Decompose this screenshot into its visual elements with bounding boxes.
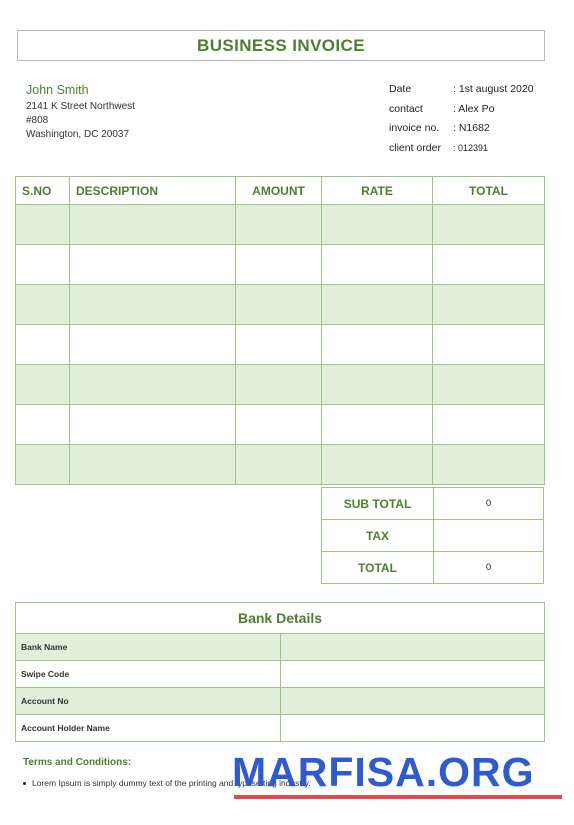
meta-label: Date [389,83,412,95]
tax-label: TAX [322,520,434,552]
subtotal-row [322,488,544,520]
table-cell[interactable] [16,405,70,445]
column-header-amount: AMOUNT [236,177,322,205]
bank-field-value[interactable] [280,715,545,742]
table-cell[interactable] [433,405,545,445]
table-cell[interactable] [433,245,545,285]
table-cell[interactable] [16,325,70,365]
table-row [16,245,545,285]
table-row [16,325,545,365]
bank-row-account-no [16,688,545,715]
tax-value[interactable] [434,520,544,552]
bank-field-label: Account No [16,688,281,715]
table-cell[interactable] [70,285,236,325]
table-cell[interactable] [433,205,545,245]
bank-field-label: Bank Name [16,634,281,661]
column-header-sno: S.NO [16,177,70,205]
bank-field-value[interactable] [280,634,545,661]
meta-value: : Alex Po [453,102,495,115]
subtotal-value[interactable]: 0 [434,488,544,520]
table-cell[interactable] [322,205,433,245]
table-cell[interactable] [322,405,433,445]
subtotal-label: SUB TOTAL [322,488,434,520]
table-row [16,285,545,325]
bank-field-label: Account Holder Name [16,715,281,742]
sender-address-line: 2141 K Street Northwest [26,101,135,112]
bullet-icon [23,782,26,785]
total-value[interactable]: 0 [434,552,544,584]
meta-label: client order [389,141,441,154]
column-header-total: TOTAL [433,177,545,205]
table-cell[interactable] [70,405,236,445]
bank-row-account-holder [16,715,545,742]
meta-label: contact [389,102,423,115]
terms-title: Terms and Conditions: [23,757,132,768]
table-row [16,405,545,445]
bank-details-title: Bank Details [16,603,545,634]
table-row [16,445,545,485]
bank-field-value[interactable] [280,688,545,715]
meta-value: : 1st august 2020 [453,83,534,95]
column-header-rate: RATE [322,177,433,205]
watermark-logo: MARFISA.ORG [232,749,535,795]
meta-value: : N1682 [453,122,490,134]
table-cell[interactable] [236,365,322,405]
line-items-header [16,177,545,205]
line-items-table [15,176,545,485]
table-row [16,205,545,245]
table-cell[interactable] [70,445,236,485]
table-cell[interactable] [322,445,433,485]
table-cell[interactable] [70,365,236,405]
bank-field-value[interactable] [280,661,545,688]
terms-item-text: Lorem Ipsum is simply dummy text of the printing and typesetting industry. [32,778,311,788]
sender-address-line: #808 [26,115,49,126]
total-label: TOTAL [322,552,434,584]
table-cell[interactable] [433,325,545,365]
bank-row-swipe-code [16,661,545,688]
table-cell[interactable] [236,245,322,285]
watermark-underline [234,795,562,799]
table-cell[interactable] [236,445,322,485]
total-row [322,552,544,584]
table-cell[interactable] [236,205,322,245]
table-cell[interactable] [322,285,433,325]
table-cell[interactable] [236,285,322,325]
table-row [16,365,545,405]
table-cell[interactable] [16,285,70,325]
table-cell[interactable] [70,205,236,245]
table-cell[interactable] [16,365,70,405]
table-cell[interactable] [16,245,70,285]
table-cell[interactable] [322,325,433,365]
meta-value: : 012391 [453,142,489,153]
sender-address-line: Washington, DC 20037 [26,129,130,140]
table-cell[interactable] [433,285,545,325]
tax-row [322,520,544,552]
bank-field-label: Swipe Code [16,661,281,688]
table-cell[interactable] [236,325,322,365]
table-cell[interactable] [16,445,70,485]
table-cell[interactable] [322,245,433,285]
meta-label: invoice no. [389,122,440,134]
sender-name: John Smith [26,83,89,97]
table-cell[interactable] [322,365,433,405]
column-header-description: DESCRIPTION [70,177,236,205]
table-cell[interactable] [16,205,70,245]
bank-details-table [15,602,545,742]
totals-table [321,487,544,584]
table-cell[interactable] [433,445,545,485]
bank-row-bank-name [16,634,545,661]
table-cell[interactable] [70,245,236,285]
invoice-title-box [17,30,545,61]
table-cell[interactable] [70,325,236,365]
table-cell[interactable] [236,405,322,445]
sender-block [26,83,135,142]
invoice-title: BUSINESS INVOICE [197,35,365,55]
table-cell[interactable] [433,365,545,405]
